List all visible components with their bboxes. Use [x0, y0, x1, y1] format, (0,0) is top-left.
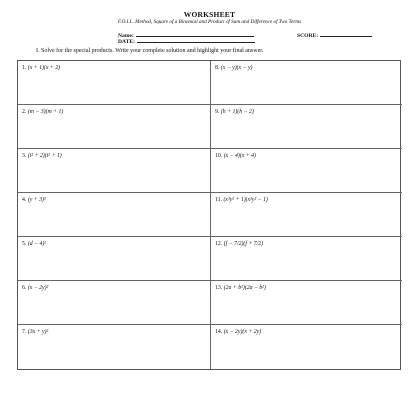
problem-cell [211, 325, 402, 369]
date-field [118, 37, 255, 45]
problem-item: 2. (m − 3)(m + 1) [22, 109, 64, 115]
problem-item: 4. (y + 3)² [22, 197, 46, 203]
score-field [297, 31, 372, 39]
problem-cell [18, 149, 211, 193]
problem-cell [18, 325, 211, 369]
problem-item: 9. (h + 1)(h − 2) [215, 109, 254, 115]
worksheet-title: WORKSHEET [183, 10, 236, 19]
problem-item: 13. (2a + b²)(2a − b²) [215, 285, 266, 291]
worksheet-subtitle: F.O.I.L. Method, Square of a Binomial and Product of Sum and Difference of Two Terms [117, 19, 302, 25]
problem-cell [211, 61, 402, 105]
date-blank [137, 37, 255, 43]
problem-item: 12. (f − 7/2)(f + 7/2) [215, 241, 264, 247]
problem-cell [18, 61, 211, 105]
score-label: SCORE: [297, 33, 319, 39]
problem-item: 6. (x − 2y)² [22, 285, 49, 291]
problem-item: 14. (x − 2y)(x + 2y) [215, 329, 262, 335]
problem-item: 10. (x − 4)(x + 4) [215, 153, 256, 159]
name-label: Name: [118, 33, 134, 39]
score-blank [320, 31, 372, 37]
problem-item: 1. (x + 1)(x + 2) [22, 65, 61, 71]
problem-item: 11. (x³y² + 1)(x³y² − 1) [215, 197, 268, 203]
problem-cell [18, 105, 211, 149]
problem-item: 5. (d − 4)² [22, 241, 47, 247]
problem-cell [211, 193, 402, 237]
problem-item: 7. (3x + y)² [22, 329, 49, 335]
problem-cell [211, 149, 402, 193]
problem-cell [18, 237, 211, 281]
problem-cell [18, 193, 211, 237]
problem-cell [18, 281, 211, 325]
problem-cell [211, 105, 402, 149]
problem-item: 8. (x − y)(x − y) [215, 65, 253, 71]
date-label: DATE: [118, 39, 135, 45]
problem-cell [211, 237, 402, 281]
problem-grid [17, 60, 401, 370]
problem-item: 3. (t² + 2)(t² + 1) [22, 153, 62, 159]
problem-cell [211, 281, 402, 325]
instructions: I. Solve for the special products. Write your complete solution and highlight your final answer. [36, 48, 264, 54]
